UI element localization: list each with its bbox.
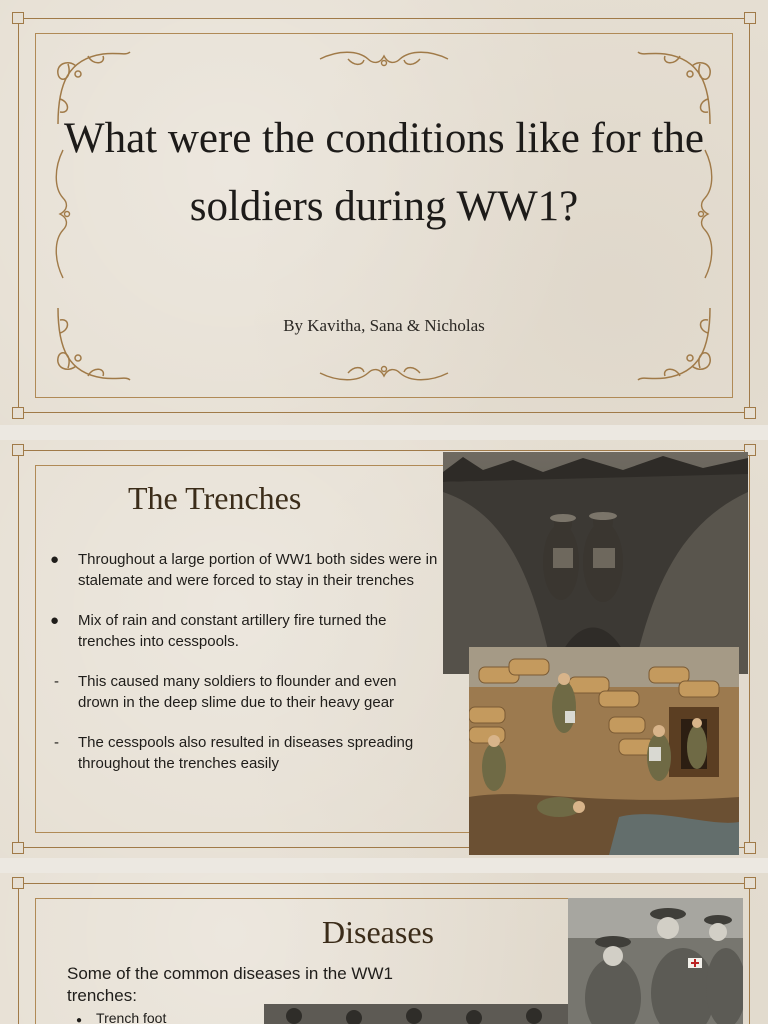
list-item xyxy=(50,611,440,652)
soldiers-group-photo xyxy=(264,1004,568,1024)
slide-title: What were the conditions like for the soldiers during WW1? xyxy=(63,115,704,230)
frame-corner-square xyxy=(744,842,756,854)
center-flourish-ornament xyxy=(318,46,450,72)
frame-corner-square xyxy=(744,407,756,419)
list-item xyxy=(50,733,440,774)
bullet-marker: ● xyxy=(50,551,60,568)
frame-corner-square xyxy=(744,877,756,889)
frame-corner-square xyxy=(12,407,24,419)
center-flourish-ornament xyxy=(318,360,450,386)
bullet-list xyxy=(50,550,440,794)
frame-corner-square xyxy=(744,12,756,24)
title-slide xyxy=(0,0,768,425)
frame-corner-square xyxy=(12,877,24,889)
slide-heading: Diseases xyxy=(322,914,434,950)
bullet-text: Mix of rain and constant artillery fire turned the trenches into cesspools. xyxy=(78,612,387,650)
list-item xyxy=(76,1010,166,1024)
bullet-text: The cesspools also resulted in diseases spreading throughout the trenches easily xyxy=(78,734,414,772)
trench-photo xyxy=(443,452,748,674)
intro-text: Some of the common diseases in the WW1 trenches: xyxy=(67,964,393,1005)
frame-corner-square xyxy=(12,444,24,456)
slide-heading: The Trenches xyxy=(128,480,302,516)
bullet-text: Throughout a large portion of WW1 both sides were in stalemate and were forced to stay in their trenches xyxy=(78,551,438,589)
list-item xyxy=(50,672,440,713)
soldiers-medic-photo xyxy=(568,898,743,1024)
bullet-text: This caused many soldiers to flounder and even drown in the deep slime due to their heavy gear xyxy=(78,673,397,711)
bullet-text: Trench foot xyxy=(96,1010,167,1024)
frame-corner-square xyxy=(12,842,24,854)
author-byline: By Kavitha, Sana & Nicholas xyxy=(283,316,485,335)
frame-corner-square xyxy=(12,12,24,24)
trench-painting-photo xyxy=(469,647,739,855)
list-item xyxy=(50,550,440,591)
bullet-marker: ● xyxy=(50,612,60,629)
bullet-marker: ● xyxy=(76,1015,83,1024)
bullet-marker: - xyxy=(54,734,59,751)
bullet-marker: - xyxy=(54,673,59,690)
